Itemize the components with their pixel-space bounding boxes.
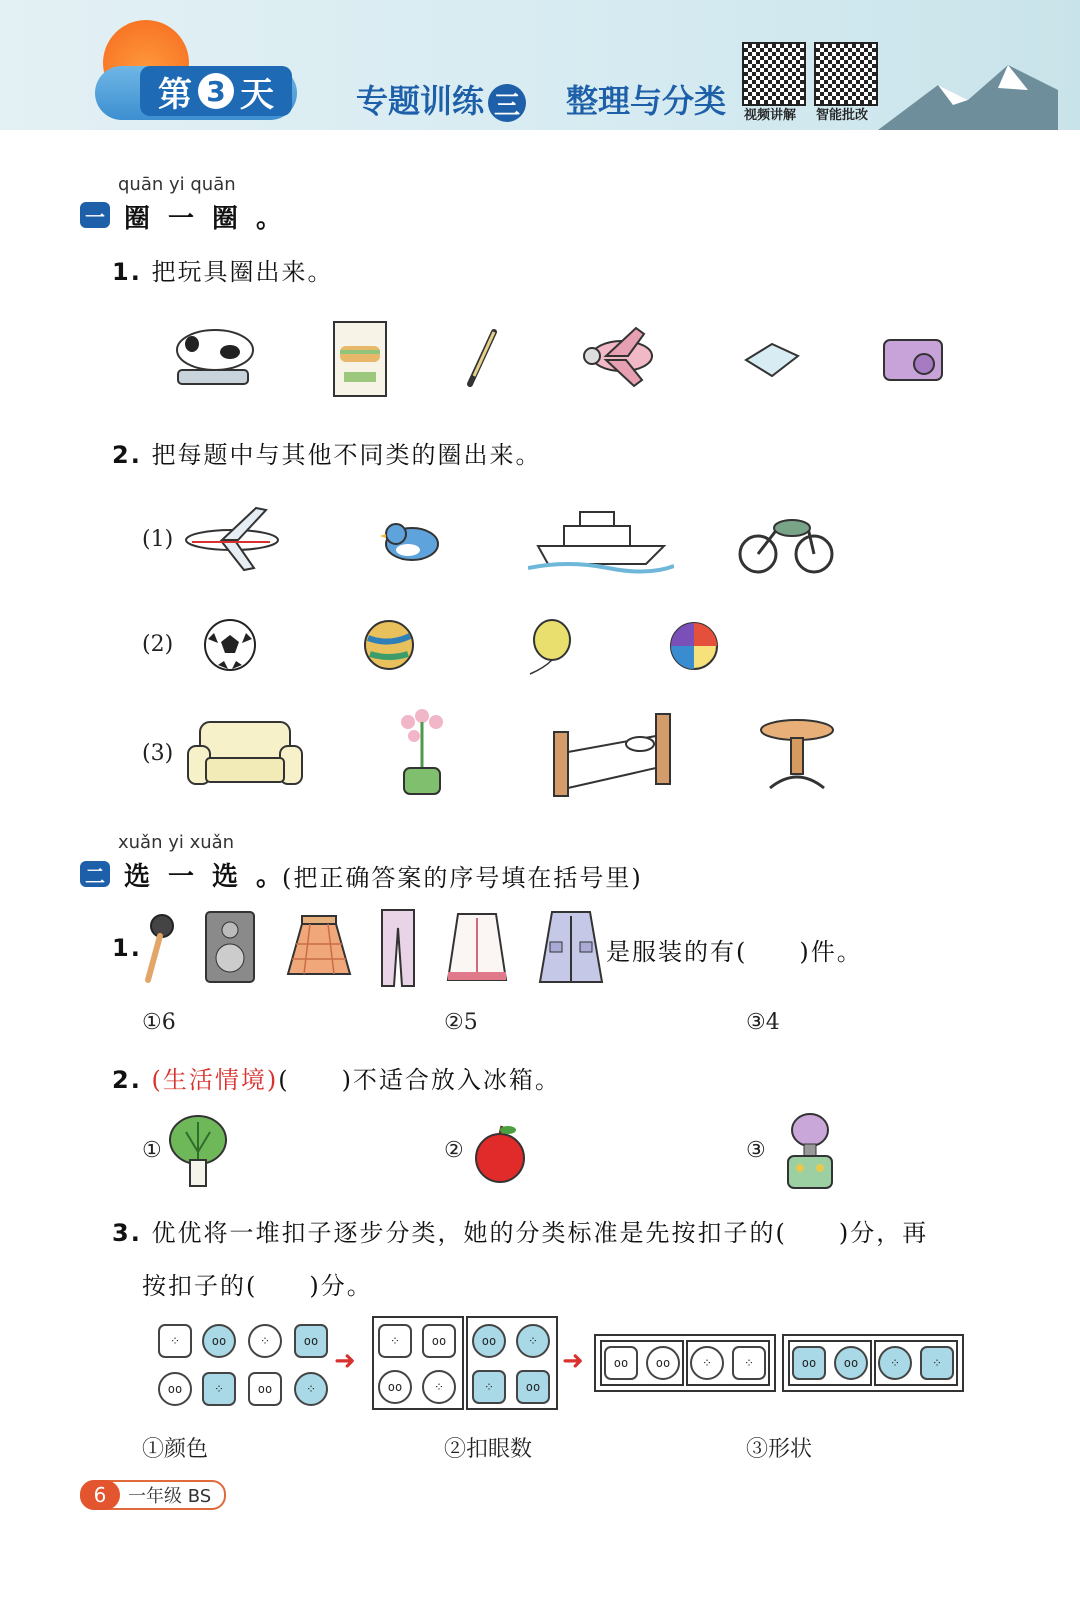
button-square-4hole-blue: ⁘ (202, 1372, 236, 1406)
robot-icon[interactable] (776, 1110, 846, 1192)
section2-pinyin: xuǎn yi xuǎn (118, 832, 235, 853)
s2-q1-number (112, 934, 142, 962)
button-round-4hole-blue: ⁘ (516, 1324, 550, 1358)
button-round-2hole: oo (378, 1370, 412, 1404)
jacket-icon[interactable] (538, 908, 604, 988)
toy-airplane-icon[interactable] (576, 320, 666, 392)
arrow-right-icon: ➜ (562, 1346, 584, 1376)
button-square-2hole: oo (248, 1372, 282, 1406)
airplane-icon[interactable] (182, 500, 282, 576)
button-round-4hole-blue: ⁘ (878, 1346, 912, 1380)
section1-pinyin: quān yi quān (118, 174, 236, 195)
button-round-4hole: ⁘ (248, 1324, 282, 1358)
s2-q3-line2: 按扣子的( )分。 (142, 1272, 373, 1300)
colored-pencils-icon[interactable] (332, 320, 388, 398)
bird-icon[interactable] (378, 512, 448, 568)
volleyball-icon[interactable] (362, 618, 416, 672)
s2-q2-option-1[interactable]: ① (142, 1138, 162, 1163)
s2-q2-tag: (生活情境) (151, 1066, 279, 1094)
qr-label-grading: 智能批改 (816, 108, 869, 123)
balloon-icon[interactable] (524, 618, 574, 676)
section1-title: 圈一圈。 (124, 204, 301, 234)
day-badge (140, 66, 292, 116)
button-round-2hole-blue: oo (472, 1324, 506, 1358)
s1-q2-text: 把每题中与其他不同类的圈出来。 (151, 441, 542, 469)
s1-q2 (112, 435, 541, 470)
day-suffix: 天 (240, 74, 274, 115)
subject-title: 整理与分类 (566, 82, 727, 120)
s2-q2-option-3[interactable]: ③ (746, 1138, 766, 1163)
qr-label-video: 视频讲解 (744, 108, 797, 123)
button-square-2hole-blue: oo (792, 1346, 826, 1380)
section2-instruction: (把正确答案的序号填在括号里) (282, 864, 643, 892)
pencil-sharpener-icon[interactable] (878, 330, 948, 388)
bed-icon[interactable] (550, 708, 674, 800)
microphone-icon[interactable] (140, 912, 176, 984)
eraser-icon[interactable] (742, 338, 802, 382)
beach-ball-icon[interactable] (668, 620, 720, 672)
mountain-icon (878, 60, 1058, 130)
pen-icon[interactable] (464, 328, 500, 388)
s2-q3-text1: 优优将一堆扣子逐步分类，她的分类标准是先按扣子的( )分，再 (151, 1219, 929, 1247)
table-icon[interactable] (758, 716, 836, 792)
apple-icon[interactable] (472, 1122, 528, 1184)
qr-code-video[interactable] (742, 42, 806, 106)
button-round-4hole-blue: ⁘ (294, 1372, 328, 1406)
button-round-2hole: oo (646, 1346, 680, 1380)
button-round-2hole-blue: oo (202, 1324, 236, 1358)
s2-q2-option-2[interactable]: ② (444, 1138, 464, 1163)
s2-q1-option-1[interactable]: ①6 (142, 1010, 176, 1035)
ship-icon[interactable] (528, 502, 674, 576)
topic-title (356, 76, 526, 122)
s1-q1-text: 把玩具圈出来。 (151, 258, 334, 286)
s2-q3-line1 (112, 1213, 928, 1248)
button-square-4hole-blue: ⁘ (920, 1346, 954, 1380)
button-square-2hole-blue: oo (294, 1324, 328, 1358)
button-square-4hole: ⁘ (732, 1346, 766, 1380)
s2-q1-text: 是服装的有( )件。 (606, 938, 863, 966)
qr-code-grading[interactable] (814, 42, 878, 106)
button-square-4hole: ⁘ (378, 1324, 412, 1358)
pants-icon[interactable] (378, 908, 418, 988)
sofa-icon[interactable] (186, 716, 304, 792)
s2-q3-option-1[interactable]: ①颜色 (142, 1437, 209, 1462)
s1-q2-row3-label: (3) (142, 741, 174, 766)
button-square-2hole-blue: oo (516, 1370, 550, 1404)
s1-q2-row2-label: (2) (142, 632, 174, 657)
section2-badge: 二 (80, 861, 110, 887)
cabbage-icon[interactable] (168, 1112, 230, 1188)
cardigan-icon[interactable] (446, 910, 508, 986)
motorcycle-icon[interactable] (738, 498, 834, 578)
day-number: 3 (198, 73, 234, 109)
s2-q3-option-2[interactable]: ②扣眼数 (444, 1437, 533, 1462)
s1-q1-number: 1. (112, 258, 142, 286)
s2-q2-number: 2. (112, 1066, 142, 1094)
soccer-ball-icon[interactable] (202, 617, 258, 673)
arrow-right-icon: ➜ (334, 1346, 356, 1376)
skirt-icon[interactable] (286, 914, 352, 978)
page-number: 6 (80, 1480, 120, 1510)
s1-q1 (112, 252, 333, 287)
flower-pot-icon[interactable] (396, 708, 448, 798)
s1-q2-row1-label: (1) (142, 527, 174, 552)
s2-q3-number: 3. (112, 1219, 142, 1247)
section2-title: 选一选。 (124, 862, 301, 892)
button-round-2hole-blue: oo (834, 1346, 868, 1380)
button-square-4hole-blue: ⁘ (472, 1370, 506, 1404)
section1-badge: 一 (80, 202, 110, 228)
s2-q2-text: ( )不适合放入冰箱。 (278, 1066, 561, 1094)
button-square-2hole: oo (422, 1324, 456, 1358)
button-square-2hole: oo (604, 1346, 638, 1380)
s1-q2-number: 2. (112, 441, 142, 469)
button-round-4hole: ⁘ (690, 1346, 724, 1380)
s2-q1-option-3[interactable]: ③4 (746, 1010, 780, 1035)
s2-q1-num-text: 1. (112, 934, 142, 962)
s2-q2 (112, 1060, 561, 1095)
panda-stapler-icon[interactable] (170, 322, 260, 392)
s2-q3-option-3[interactable]: ③形状 (746, 1437, 813, 1462)
button-square-4hole: ⁘ (158, 1324, 192, 1358)
button-round-4hole: ⁘ (422, 1370, 456, 1404)
button-round-2hole: oo (158, 1372, 192, 1406)
speaker-icon[interactable] (204, 910, 256, 984)
topic-text: 专题训练 (356, 82, 485, 120)
day-prefix: 第 (158, 74, 192, 115)
topic-number: 三 (488, 84, 526, 122)
s2-q1-option-2[interactable]: ②5 (444, 1010, 478, 1035)
grade-label: 一年级 BS (128, 1486, 212, 1507)
